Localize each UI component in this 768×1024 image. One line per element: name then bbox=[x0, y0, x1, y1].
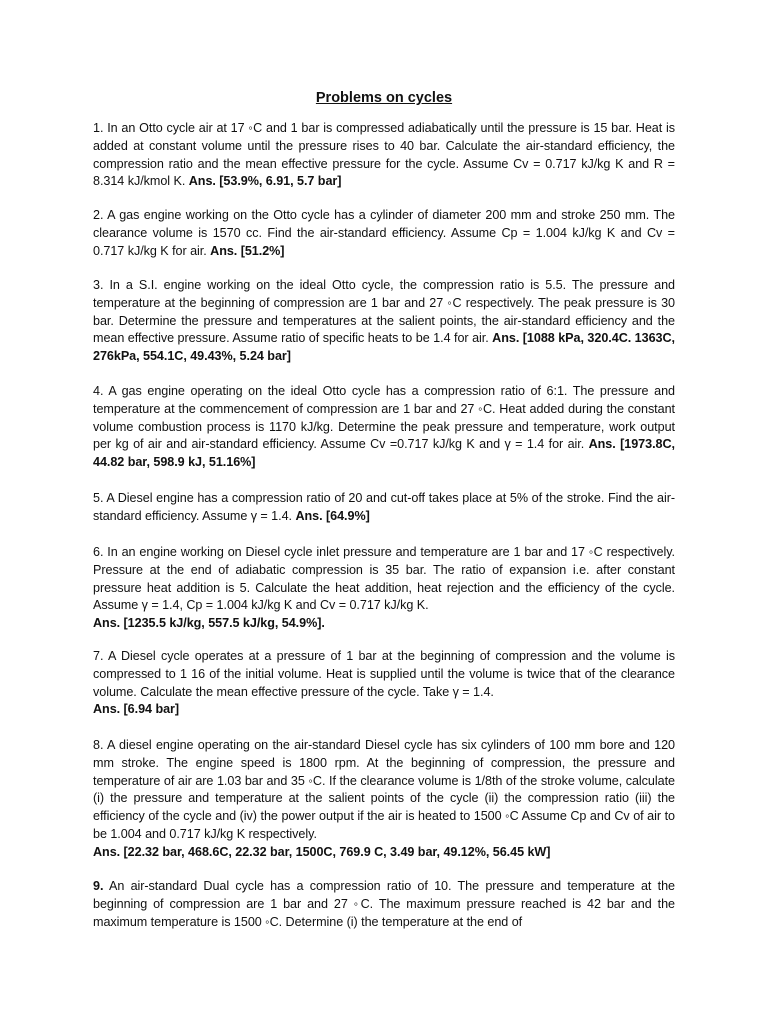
problem-number: 3. bbox=[93, 278, 110, 292]
problem-text: In an engine working on Diesel cycle inlet pressure and temperature are 1 bar and 17 ◦C respectively. Pressure at the end of adiabatic compression is 35 bar. The ratio of expansion i.e. after constant pressure heat addition is 5. Calculate the heat addition, heat rejection and the efficiency of the cycle. Assume γ = 1.4, Cp = 1.004 kJ/kg K and Cv = 0.717 kJ/kg K. bbox=[93, 545, 675, 613]
problem-number: 7. bbox=[93, 649, 109, 663]
problem-number: 9. bbox=[93, 879, 104, 893]
problem-text: A gas engine working on the Otto cycle has a cylinder of diameter 200 mm and stroke 250 mm. The clearance volume is 1570 cc. Find the air-standard efficiency. Assume Cp = 1.004 kJ/kg K and Cv = 0.717 kJ/kg K for air. bbox=[93, 208, 675, 258]
problem-answer: Ans. [22.32 bar, 468.6C, 22.32 bar, 1500C, 769.9 C, 3.49 bar, 49.12%, 56.45 kW] bbox=[93, 844, 551, 859]
problem-8 bbox=[93, 737, 675, 862]
problem-answer: Ans. [53.9%, 6.91, 5.7 bar] bbox=[188, 174, 342, 189]
problem-1 bbox=[93, 120, 675, 191]
problem-6 bbox=[93, 544, 675, 633]
problem-number: 5. bbox=[93, 491, 107, 505]
problem-answer: Ans. [51.2%] bbox=[210, 243, 285, 258]
problem-text: A Diesel cycle operates at a pressure of 1 bar at the beginning of compression and the volume is compressed to 1 16 of the initial volume. Heat is supplied until the volume is twice that of the clearance volume. Calculate the mean effective pressure of the cycle. Take γ = 1.4. bbox=[93, 649, 675, 699]
page-title: Problems on cycles bbox=[315, 90, 453, 106]
problem-text: An air-standard Dual cycle has a compression ratio of 10. The pressure and temperature at the beginning of compression are 1 bar and 27 ◦C. The maximum pressure reached is 42 bar and the maximum temperature is 1500 ◦C. Determine (i) the temperature at the end of bbox=[93, 879, 675, 929]
problem-answer: Ans. [1973.8C, 44.82 bar, 598.9 kJ, 51.16%] bbox=[93, 437, 675, 470]
problem-text: A Diesel engine has a compression ratio of 20 and cut-off takes place at 5% of the stroke. Find the air-standard efficiency. Assume γ = 1.4. bbox=[93, 491, 675, 523]
problem-7 bbox=[93, 648, 675, 719]
problem-number: 2. bbox=[93, 208, 108, 222]
problem-answer: Ans. [1235.5 kJ/kg, 557.5 kJ/kg, 54.9%]. bbox=[93, 616, 325, 631]
problem-text: In an Otto cycle air at 17 ◦C and 1 bar is compressed adiabatically until the pressure is 15 bar. Heat is added at constant volume until the pressure rises to 40 bar. Calculate the air-standard efficiency, the compression ratio and the mean effective pressure for the cycle. Assume Cv = 0.717 kJ/kg K and R = 8.314 kJ/kmol K. bbox=[93, 121, 675, 189]
problem-number: 6. bbox=[93, 545, 108, 559]
problem-3 bbox=[93, 277, 675, 366]
problem-answer: Ans. [64.9%] bbox=[295, 508, 370, 523]
problem-answer: Ans. [6.94 bar] bbox=[93, 702, 180, 717]
problem-text: A diesel engine operating on the air-standard Diesel cycle has six cylinders of 100 mm bore and 120 mm stroke. The engine speed is 1800 rpm. At the beginning of compression, the pressure and temperature of air are 1.03 bar and 35 ◦C. If the clearance volume is 1/8th of the stroke volume, calculate (i) the pressure and temperature at the salient points of the cycle (ii) the compression ratio (iii) the efficiency of the cycle and (iv) the power output if the air is heated to 1500 ◦C Assume Cp and Cv of air to be 1.004 and 0.717 kJ/kg K respectively. bbox=[93, 738, 675, 841]
problem-number: 8. bbox=[93, 738, 108, 752]
problem-number: 4. bbox=[93, 384, 109, 398]
problem-2 bbox=[93, 207, 675, 260]
problem-text: A gas engine operating on the ideal Otto cycle has a compression ratio of 6:1. The pressure and temperature at the commencement of compression are 1 bar and 27 ◦C. Heat added during the constant volume combustion process is 1170 kJ/kg. Determine the peak pressure and temperature, work output per kg of air and air-standard efficiency. Assume Cv =0.717 kJ/kg K and γ = 1.4 for air. bbox=[93, 384, 675, 452]
problem-answer: Ans. [1088 kPa, 320.4C. 1363C, 276kPa, 554.1C, 49.43%, 5.24 bar] bbox=[93, 331, 675, 364]
problem-text: In a S.I. engine working on the ideal Otto cycle, the compression ratio is 5.5. The pressure and temperature at the beginning of compression are 1 bar and 27 ◦C respectively. The peak pressure is 30 bar. Determine the pressure and temperatures at the salient points, the air-standard efficiency and the mean effective pressure. Assume ratio of specific heats to be 1.4 for air. bbox=[93, 278, 675, 346]
problem-4 bbox=[93, 383, 675, 472]
problem-5 bbox=[93, 490, 675, 526]
problem-9 bbox=[93, 878, 675, 931]
problem-number: 1. bbox=[93, 121, 108, 135]
